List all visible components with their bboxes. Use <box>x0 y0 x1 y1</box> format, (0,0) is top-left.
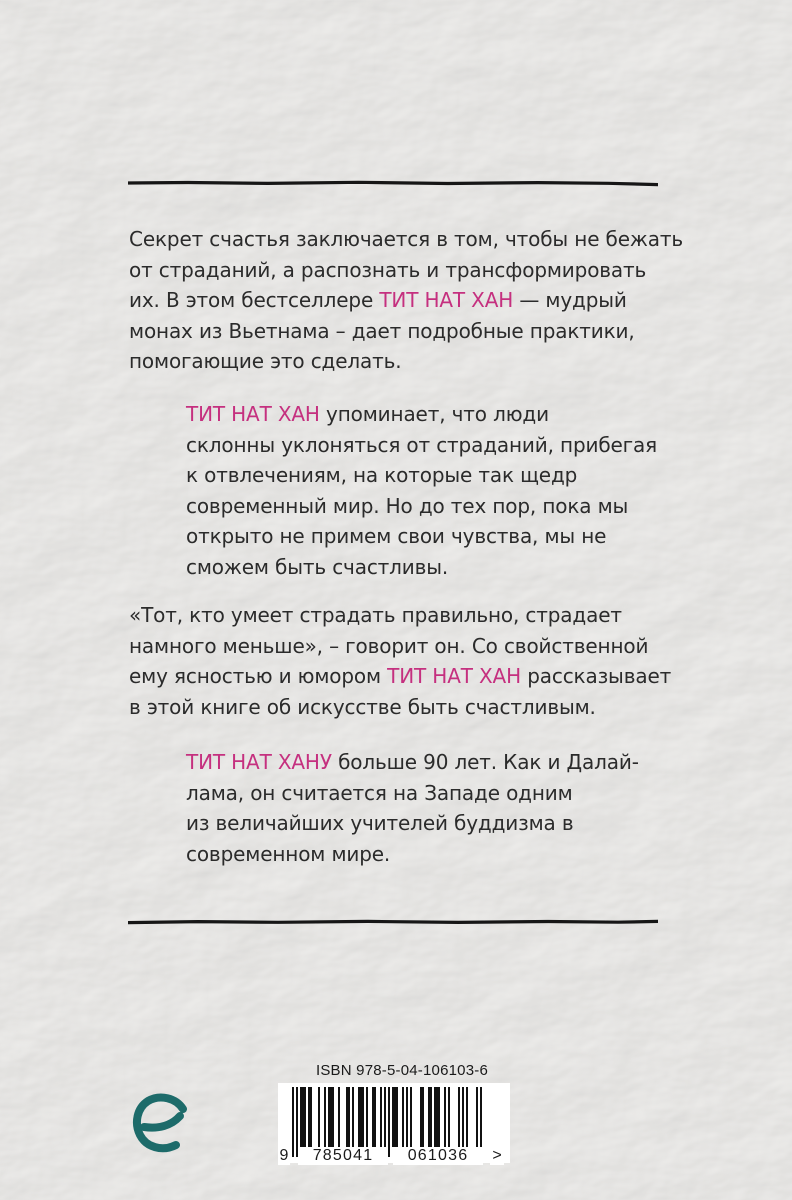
text-fragment: их. В этом бестселлере <box>129 288 380 312</box>
text-line: намного меньше», – говорит он. Со свойственной <box>129 633 649 658</box>
description-paragraph-1 <box>129 224 683 377</box>
barcode-bar <box>392 1087 394 1147</box>
barcode-bar <box>380 1087 382 1147</box>
barcode-bar <box>358 1087 360 1147</box>
isbn-right-digits: 061036 <box>393 1147 483 1165</box>
barcode-bar <box>346 1087 348 1147</box>
barcode-bar <box>366 1087 368 1147</box>
barcode-bar <box>444 1087 446 1147</box>
barcode-bar <box>388 1087 390 1157</box>
text-line: Секрет счастья заключается в том, чтобы не бежать <box>129 227 684 251</box>
barcode-bar <box>308 1087 310 1147</box>
barcode-bar <box>328 1087 330 1147</box>
text-line: современном мире. <box>186 841 391 866</box>
text-line: от страданий, а распознать и трансформировать <box>129 257 647 282</box>
text-line: в этой книге об искусстве быть счастливым. <box>129 694 596 719</box>
text-line <box>186 747 639 778</box>
bottom-rule-line <box>128 915 658 929</box>
text-line: «Тот, кто умеет страдать правильно, страдает <box>129 603 622 627</box>
isbn-left-digits: 785041 <box>298 1147 388 1165</box>
barcode-bar <box>338 1087 340 1147</box>
barcode-bar <box>352 1087 354 1147</box>
description-paragraph-4 <box>186 747 639 869</box>
isbn-first-digit: 9 <box>279 1147 289 1164</box>
barcode-bar <box>324 1087 326 1147</box>
text-line <box>129 285 683 316</box>
barcode-bar <box>406 1087 408 1147</box>
barcode-bar <box>318 1087 320 1147</box>
author-name: ТИТ НАТ ХАН <box>186 402 320 426</box>
barcode-bar <box>420 1087 422 1147</box>
barcode-bar <box>422 1087 424 1147</box>
barcode-bar <box>434 1087 436 1147</box>
barcode-bar <box>362 1087 364 1147</box>
author-name: ТИТ НАТ ХАН <box>387 664 521 688</box>
isbn-label: ISBN 978-5-04-106103-6 <box>315 1062 488 1079</box>
text-line: сможем быть счастливы. <box>186 554 449 579</box>
barcode-bar <box>462 1087 464 1147</box>
author-name: ТИТ НАТ ХАНУ <box>186 750 332 774</box>
eksmo-logo-icon <box>131 1093 191 1153</box>
barcode-bar <box>410 1087 412 1147</box>
text-fragment: упоминает, что люди <box>319 402 549 426</box>
barcode-bar <box>436 1087 438 1147</box>
barcode-bar <box>374 1087 376 1147</box>
barcode-bar <box>292 1087 294 1157</box>
barcode-bar <box>302 1087 304 1147</box>
text-fragment: рассказывает <box>520 664 672 688</box>
text-line <box>186 399 657 430</box>
barcode-bar <box>330 1087 332 1147</box>
text-line: к отвлечениям, на которые так щедр <box>186 463 578 487</box>
barcode-bar <box>458 1087 460 1147</box>
text-fragment: ему ясностью и юмором <box>129 664 388 688</box>
barcode-bar <box>394 1087 396 1147</box>
barcode-bar <box>438 1087 440 1147</box>
barcode-bar <box>428 1087 430 1147</box>
isbn-quiet-zone-mark: > <box>490 1147 504 1165</box>
text-line <box>129 661 671 692</box>
barcode-bar <box>310 1087 312 1147</box>
barcode-bar <box>360 1087 362 1147</box>
barcode-bar <box>430 1087 432 1147</box>
barcode-bar <box>304 1087 306 1147</box>
isbn-barcode <box>278 1083 510 1166</box>
barcode-bar <box>396 1087 398 1147</box>
text-fragment: — мудрый <box>513 288 627 312</box>
text-line: современный мир. Но до тех пор, пока мы <box>186 493 629 518</box>
top-rule-line <box>128 176 658 190</box>
barcode-bar <box>332 1087 334 1147</box>
description-paragraph-3 <box>129 600 671 722</box>
text-line: монах из Вьетнама – дает подробные практики, <box>129 318 635 343</box>
barcode-bar <box>348 1087 350 1147</box>
text-line: лама, он считается на Западе одним <box>186 780 573 805</box>
text-line: помогающие это сделать. <box>129 349 402 373</box>
barcode-bar <box>402 1087 404 1147</box>
text-line: склонны уклоняться от страданий, прибегая <box>186 432 658 457</box>
text-line: открыто не примем свои чувства, мы не <box>186 524 607 548</box>
text-fragment: больше 90 лет. Как и Далай- <box>331 750 639 774</box>
barcode-bar <box>448 1087 450 1147</box>
barcode-bar <box>466 1087 468 1147</box>
text-line: из величайших учителей буддизма в <box>186 811 574 835</box>
author-name: ТИТ НАТ ХАН <box>379 288 514 312</box>
barcode-bar <box>372 1087 374 1147</box>
barcode-bar <box>300 1087 302 1147</box>
description-paragraph-2 <box>186 399 657 582</box>
